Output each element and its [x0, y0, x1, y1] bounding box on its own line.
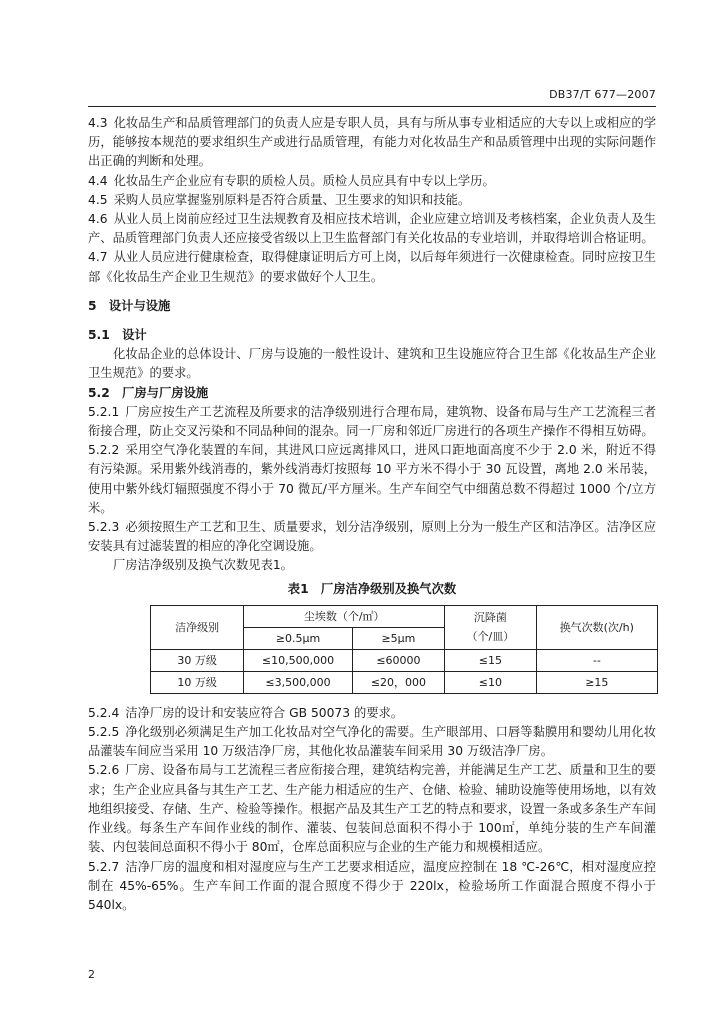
page-content — [88, 114, 656, 915]
clause-text: 厂房、设备布局与工艺流程三者应衔接合理，建筑结构完善，并能满足生产工艺、质量和卫生的要求；生产企业应具备与其生产工艺、生产能力相适应的生产、仓储、检验、辅助设施等使用场地，以有效地组织接受、存储、生产、检验等操作。根据产品及其生产工艺的特点和要求，设置一条或多条生产车间作业线。每条生产车间作业线的制作、灌装、包装间总面积不得小于 100㎡，单纯分装的生产车间灌装、内包装间总面积不得小于 80㎡，仓库总面积应与企业的生产能力和规模相适应。 — [88, 763, 656, 855]
table-row — [151, 671, 658, 693]
clause-number: 5.2.3 — [88, 520, 120, 535]
section-5-2-heading: 5.2 厂房与厂房设施 — [88, 385, 209, 400]
clause-text: 从业人员应进行健康检查，取得健康证明后方可上岗，以后每年须进行一次健康检查。同时应按卫生部《化妆品生产企业卫生规范》的要求做好个人卫生。 — [88, 250, 656, 284]
header-settling-bacteria — [445, 605, 537, 649]
table-cell: -- — [536, 649, 657, 671]
clause-text: 洁净厂房的温度和相对湿度应与生产工艺要求相适应，温度应控制在 18 ℃-26℃，相对湿度应控制在 45%-65%。生产车间工作面的混合照度不得少于 220lx，检验场所工作面混合照度不得小于 540lx。 — [88, 859, 656, 912]
clause-5-2-3 — [88, 518, 656, 556]
clause-text: 采购人员应掌握鉴别原料是否符合质量、卫生要求的知识和技能。 — [113, 192, 471, 207]
clause-5-2-7 — [88, 858, 656, 916]
clause-number: 5.2.4 — [88, 705, 120, 720]
settling-unit: （个/皿） — [466, 630, 515, 644]
clause-number: 4.5 — [88, 192, 108, 207]
clause-4-4 — [88, 172, 656, 191]
clause-text: 采用空气净化装置的车间，其进风口应远离排风口，进风口距地面高度不少于 2.0 米，附近不得有污染源。采用紫外线消毒的，紫外线消毒灯按照每 10 平方米不得小于 30 瓦设置，离地 2.0 米吊装，使用中紫外线灯辐照强度不得小于 70 微瓦/平方厘米。生产车间空气中细菌总数不得超过 1000 个/立方米。 — [88, 443, 656, 515]
clause-number: 4.3 — [88, 116, 108, 130]
table-cell: ≤15 — [445, 649, 537, 671]
clause-5-2-1 — [88, 403, 656, 441]
page-number: 2 — [88, 968, 95, 981]
clause-number: 5.2.2 — [88, 443, 120, 458]
table-cell: ≤10,500,000 — [244, 649, 352, 671]
table-cell: ≤10 — [445, 671, 537, 693]
clause-text: 洁净厂房的设计和安装应符合 GB 50073 的要求。 — [125, 705, 404, 720]
clause-number: 4.4 — [88, 173, 108, 188]
table-cell: 30 万级 — [151, 649, 244, 671]
table-header-row — [151, 605, 658, 627]
table-reference: 厂房洁净级别及换气次数见表1。 — [113, 558, 293, 573]
section-5-heading: 5 设计与设施 — [88, 298, 171, 313]
table-cell: ≥15 — [536, 671, 657, 693]
header-dust-5: ≥5μm — [352, 627, 444, 649]
clause-text: 化妆品生产和品质管理部门的负责人应是专职人员，具有与所从事专业相适应的大专以上或相应的学历，能够按本规范的要求组织生产或进行品质管理，有能力对化妆品生产和品质管理中出现的实际问题作出正确的判断和处理。 — [88, 116, 656, 169]
clause-4-6 — [88, 210, 656, 248]
table-title: 表1 厂房洁净级别及换气次数 — [287, 581, 457, 596]
header-dust-05: ≥0.5μm — [244, 627, 352, 649]
clause-number: 4.6 — [88, 212, 108, 227]
table-cell: ≤60000 — [352, 649, 444, 671]
clause-number: 5.2.5 — [88, 725, 120, 740]
table-cell: ≤20，000 — [352, 671, 444, 693]
clause-text: 必须按照生产工艺和卫生、质量要求，划分洁净级别，原则上分为一般生产区和洁净区。洁净区应安装具有过滤装置的相应的净化空调设施。 — [88, 520, 656, 554]
header-dust-count: 尘埃数（个/㎥） — [244, 605, 445, 627]
settling-label: 沉降菌 — [473, 611, 507, 625]
table-cell: 10 万级 — [151, 671, 244, 693]
clause-5-2-5 — [88, 723, 656, 761]
clause-4-3 — [88, 114, 656, 172]
table-cell: ≤3,500,000 — [244, 671, 352, 693]
header-cleanliness-level: 洁净级别 — [151, 605, 244, 649]
clause-5-2-6 — [88, 761, 656, 857]
clause-number: 4.7 — [88, 250, 108, 265]
section-5-1-heading: 5.1 设计 — [88, 328, 147, 343]
clause-number: 5.2.6 — [88, 763, 120, 778]
clause-text: 净化级别必须满足生产加工化妆品对空气净化的需要。生产眼部用、口唇等黏膜用和婴幼儿用化妆品灌装车间应当采用 10 万级洁净厂房，其他化妆品灌装车间采用 30 万级洁净厂房。 — [88, 725, 656, 759]
clause-number: 5.2.7 — [88, 859, 120, 874]
header-rule — [88, 106, 656, 107]
clause-text: 化妆品生产企业应有专职的质检人员。质检人员应具有中专以上学历。 — [113, 173, 495, 188]
clause-number: 5.2.1 — [88, 404, 120, 419]
header-air-changes: 换气次数(次/h) — [536, 605, 657, 649]
clause-text: 从业人员上岗前应经过卫生法规教育及相应技术培训，企业应建立培训及考核档案，企业负责人及生产、品质管理部门负责人还应接受省级以上卫生监督部门有关化妆品的专业培训，并取得培训合格证明。 — [88, 212, 656, 246]
table-row — [151, 649, 658, 671]
clause-4-5 — [88, 191, 656, 210]
cleanliness-table — [150, 605, 658, 694]
document-code: DB37/T 677—2007 — [549, 88, 656, 101]
clause-text: 厂房应按生产工艺流程及所要求的洁净级别进行合理布局，建筑物、设备布局与生产工艺流程三者衔接合理，防止交叉污染和不同品种间的混杂。同一厂房和邻近厂房进行的各项生产操作不得相互妨碍。 — [88, 404, 656, 439]
section-5-1-text: 化妆品企业的总体设计、厂房与设施的一般性设计、建筑和卫生设施应符合卫生部《化妆品生产企业卫生规范》的要求。 — [88, 347, 656, 381]
clause-5-2-4 — [88, 704, 656, 723]
clause-4-7 — [88, 248, 656, 286]
clause-5-2-2 — [88, 441, 656, 518]
